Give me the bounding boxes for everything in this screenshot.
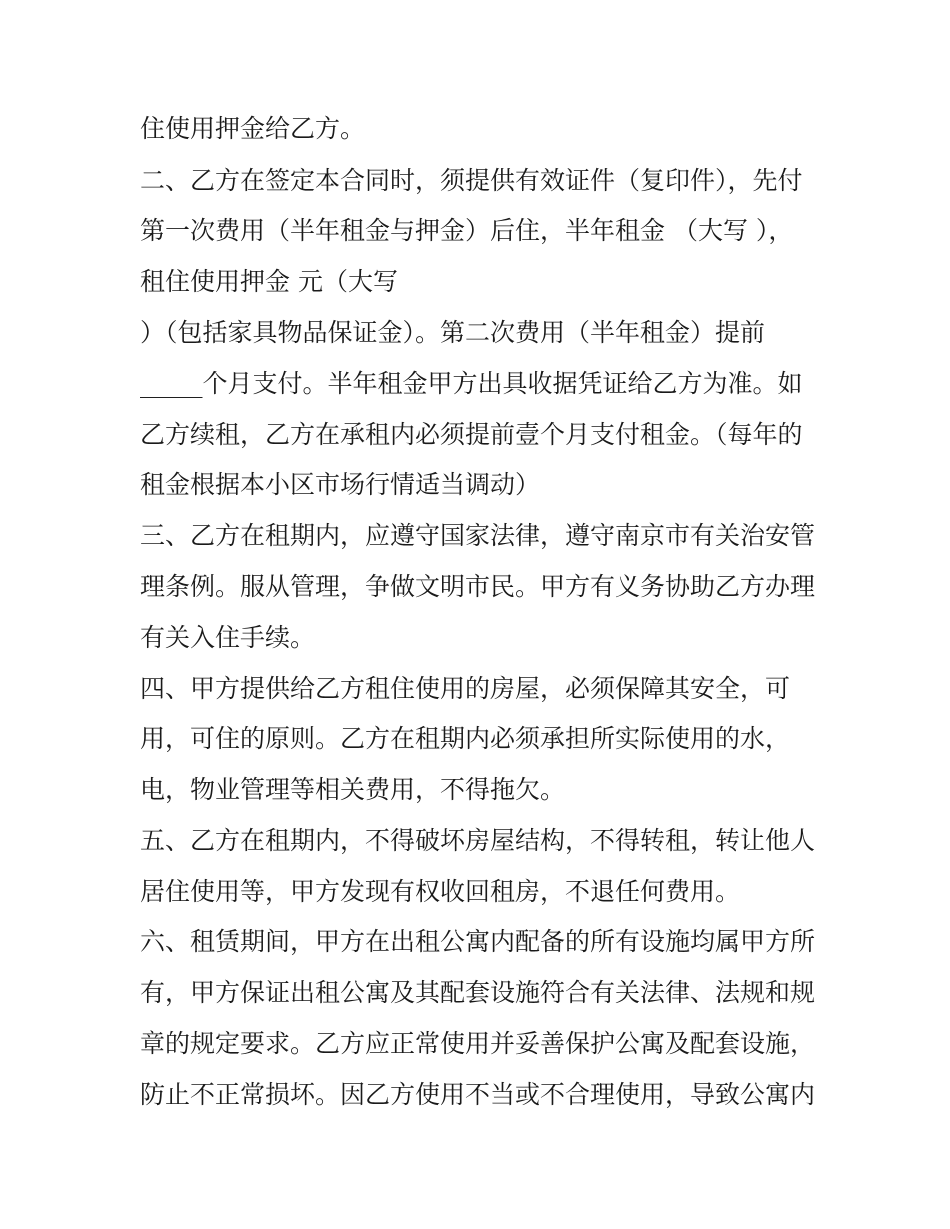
text-line: 租住使用押金 元（大写 xyxy=(140,267,398,296)
text-line: 四、甲方提供给乙方租住使用的房屋，必须保障其安全，可 xyxy=(140,674,791,703)
text-line: 防止不正常损坏。因乙方使用不当或不合理使用，导致公寓内 xyxy=(140,1080,816,1109)
text-line: ）（包括家具物品保证金）。第二次费用（半年租金）提前 xyxy=(140,318,766,347)
text-line: 乙方续租，乙方在承租内必须提前壹个月支付租金。（每年的 xyxy=(140,420,803,449)
text-line: 有关入住手续。 xyxy=(140,623,316,652)
text-line: 五、乙方在租期内，不得破坏房屋结构，不得转租，转让他人 xyxy=(140,826,816,855)
text-line: 六、租赁期间，甲方在出租公寓内配备的所有设施均属甲方所 xyxy=(140,927,816,956)
text-line: 电，物业管理等相关费用，不得拖欠。 xyxy=(140,775,566,804)
text-line: 住使用押金给乙方。 xyxy=(140,114,366,143)
text-line: 第一次费用（半年租金与押金）后住，半年租金 （大写 ）， xyxy=(140,216,794,245)
text-line: 理条例。服从管理，争做文明市民。甲方有义务协助乙方办理 xyxy=(140,572,816,601)
text-line: _____个月支付。半年租金甲方出具收据凭证给乙方为准。如 xyxy=(140,369,803,398)
text-line: 章的规定要求。乙方应正常使用并妥善保护公寓及配套设施， xyxy=(140,1029,816,1058)
text-line: 居住使用等，甲方发现有权收回租房，不退任何费用。 xyxy=(140,877,741,906)
text-line: 三、乙方在租期内，应遵守国家法律，遵守南京市有关治安管 xyxy=(140,521,816,550)
text-line: 租金根据本小区市场行情适当调动） xyxy=(140,470,541,499)
text-line: 用，可住的原则。乙方在租期内必须承担所实际使用的水， xyxy=(140,724,791,753)
text-line: 有，甲方保证出租公寓及其配套设施符合有关法律、法规和规 xyxy=(140,978,816,1007)
text-line: 二、乙方在签定本合同时，须提供有效证件（复印件），先付 xyxy=(140,166,803,195)
